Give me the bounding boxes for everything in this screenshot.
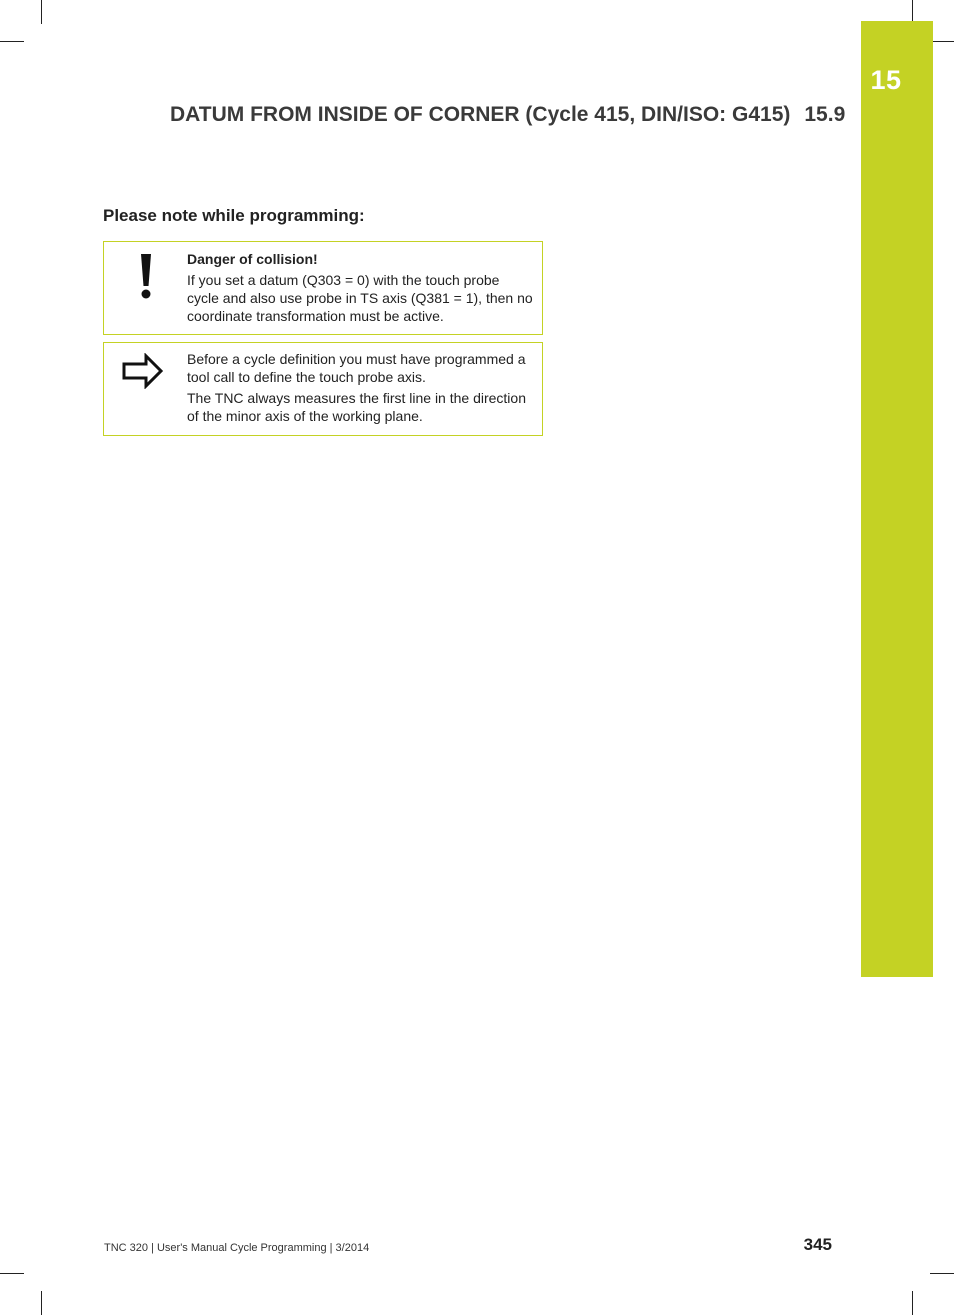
chapter-tab bbox=[861, 21, 933, 977]
section-number: 15.9 bbox=[804, 103, 846, 126]
footer-text: TNC 320 | User's Manual Cycle Programming | 3/2014 bbox=[104, 1242, 370, 1254]
exclamation-icon bbox=[136, 252, 156, 302]
crop-mark bbox=[912, 1291, 913, 1315]
info-paragraph: The TNC always measures the first line in the direction of the minor axis of the working plane. bbox=[187, 390, 526, 424]
info-icon-column bbox=[104, 343, 186, 435]
info-box bbox=[103, 342, 543, 436]
warning-title: Danger of collision! bbox=[187, 251, 318, 267]
warning-box bbox=[103, 241, 543, 335]
arrow-right-icon bbox=[121, 353, 165, 389]
page-header bbox=[170, 103, 846, 127]
info-text bbox=[187, 350, 534, 428]
crop-mark bbox=[930, 41, 954, 42]
crop-mark bbox=[930, 1273, 954, 1274]
crop-mark bbox=[0, 1273, 24, 1274]
warning-text bbox=[187, 250, 534, 328]
crop-mark bbox=[0, 41, 24, 42]
note-heading: Please note while programming: bbox=[103, 206, 365, 225]
warning-icon-column bbox=[104, 242, 186, 334]
info-paragraph: Before a cycle definition you must have programmed a tool call to define the touch probe axis. bbox=[187, 351, 526, 385]
warning-body: If you set a datum (Q303 = 0) with the touch probe cycle and also use probe in TS axis (Q381 = 1), then no coordinate transformation must be active. bbox=[187, 272, 533, 324]
crop-mark bbox=[41, 0, 42, 24]
page-number: 345 bbox=[803, 1235, 832, 1254]
chapter-number: 15 bbox=[870, 65, 902, 95]
header-title: DATUM FROM INSIDE OF CORNER (Cycle 415, DIN/ISO: G415) bbox=[170, 103, 791, 126]
crop-mark bbox=[41, 1291, 42, 1315]
